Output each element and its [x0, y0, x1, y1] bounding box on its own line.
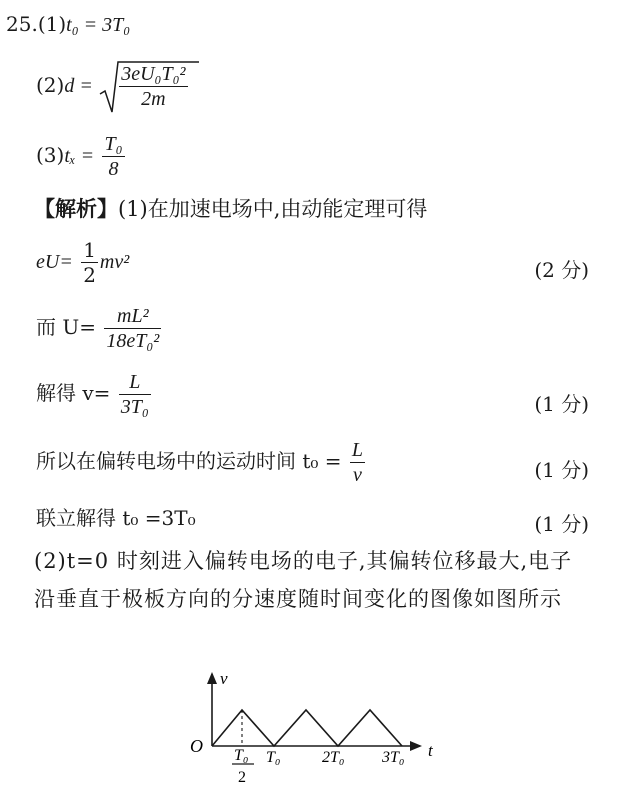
- tick-3-label: 3T₀: [382, 749, 405, 766]
- equation-2: [36, 306, 163, 351]
- part3-lhs: tₓ =: [64, 145, 95, 167]
- part1-answer: t₀ = 3T₀: [66, 14, 131, 36]
- part2-numerator: 3eU₀T₀²: [121, 63, 186, 85]
- eq3-lhs: 解得 v=: [36, 381, 111, 405]
- eq2-denominator: 18eT₀²: [106, 330, 160, 352]
- origin-label: O: [190, 736, 203, 756]
- sqrt-sign-icon: [99, 60, 199, 120]
- eq1-denominator: 2: [83, 263, 96, 287]
- answer-line-2: [36, 64, 190, 109]
- answer-line-1: [6, 14, 130, 35]
- eq4-score: (1 分): [534, 458, 589, 482]
- eq4-fraction: [350, 440, 365, 485]
- y-axis-label: v: [220, 669, 228, 688]
- tick-2-label: 2T₀: [322, 749, 345, 766]
- eq5-score: (1 分): [534, 512, 589, 536]
- part2-denominator: 2m: [141, 88, 166, 110]
- analysis-intro: [34, 198, 427, 220]
- equation-5: [36, 508, 196, 528]
- eq4-lhs: 所以在偏转电场中的运动时间 t₀ =: [36, 449, 342, 473]
- eq1-score: (2 分): [534, 258, 589, 282]
- part3-denominator: 8: [108, 158, 119, 180]
- tick-half-denominator: 2: [238, 769, 246, 786]
- eq5-text: 联立解得 t₀ =3T₀: [36, 506, 196, 530]
- eq4-denominator: v: [353, 464, 362, 486]
- eq2-numerator: mL²: [104, 306, 161, 329]
- x-axis-arrow-icon: [410, 741, 422, 751]
- eq3-fraction: [119, 372, 151, 417]
- x-axis-label: t: [428, 741, 433, 760]
- eq3-denominator: 3T₀: [120, 396, 149, 418]
- part3-fraction: [102, 134, 124, 179]
- part3-numerator: T₀: [104, 133, 123, 155]
- eq1-fraction: [81, 240, 98, 285]
- equation-4: [36, 440, 367, 485]
- equation-3: [36, 372, 153, 417]
- eq1-numerator: 1: [83, 238, 96, 262]
- eq4-numerator: L: [351, 439, 364, 461]
- tick-half-numerator: T₀: [234, 747, 249, 764]
- analysis-intro-text: (1)在加速电场中,由动能定理可得: [118, 197, 428, 221]
- eq1-rhs: mv²: [99, 251, 130, 273]
- part2-label: (2): [36, 73, 65, 97]
- answer-line-3: [36, 134, 127, 179]
- sqrt-expression: [99, 64, 189, 109]
- analysis-paragraph-2: (2)t=0 时刻进入偏转电场的电子,其偏转位移最大,电子沿垂直于极板方向的分速度随时间变化的图像如图所示: [34, 549, 573, 611]
- eq2-fraction: [104, 306, 161, 351]
- velocity-curve: [212, 710, 402, 746]
- eq1-lhs: eU=: [36, 251, 73, 273]
- part2-lhs: d =: [64, 75, 93, 97]
- part3-label: (3): [36, 143, 65, 167]
- eq2-lhs: 而 U=: [36, 315, 96, 339]
- y-axis-arrow-icon: [207, 672, 217, 684]
- eq3-numerator: L: [119, 372, 151, 395]
- velocity-time-graph: [188, 668, 448, 788]
- equation-1: [36, 240, 129, 285]
- tick-1-label: T₀: [266, 749, 281, 766]
- analysis-header: 【解析】: [34, 196, 118, 221]
- question-number: 25.: [6, 12, 38, 36]
- eq3-score: (1 分): [534, 392, 589, 416]
- part1-label: (1): [37, 12, 67, 36]
